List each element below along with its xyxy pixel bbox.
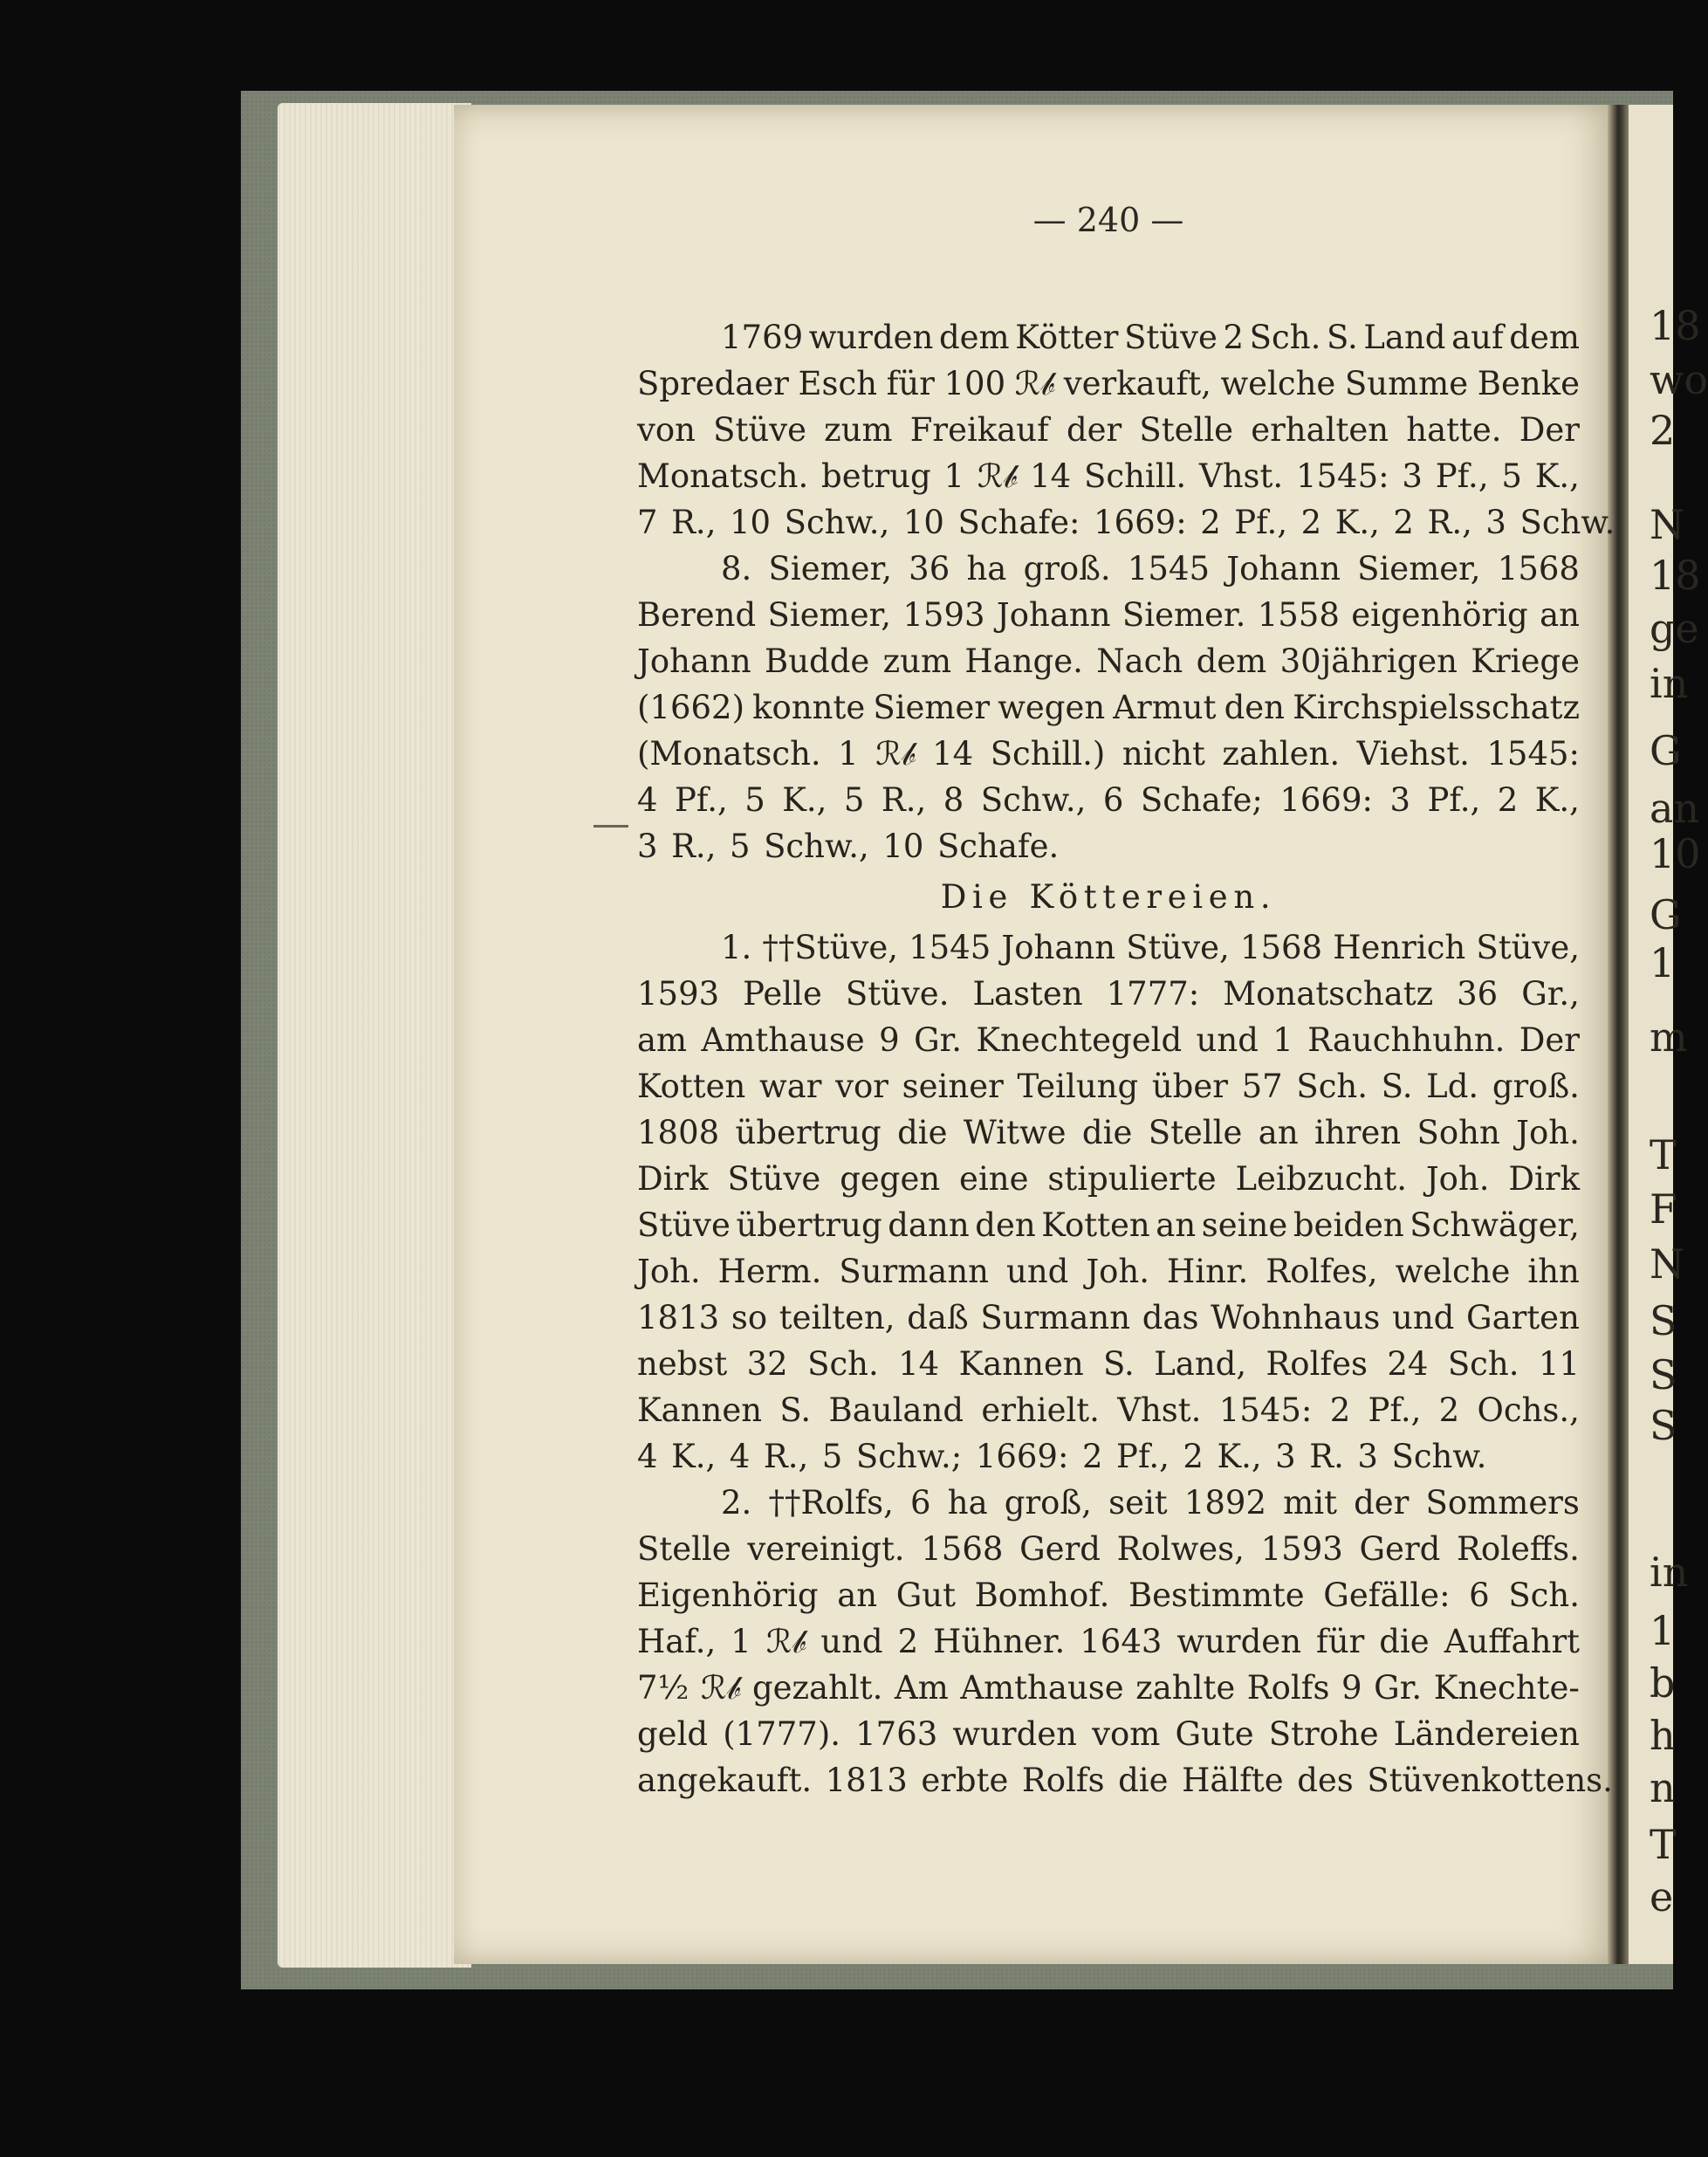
paragraphs-top — [637, 314, 1615, 869]
text-line: Dirk Stüve gegen eine stipulierte Leibzucht. Joh. Dirk — [637, 1160, 1580, 1198]
text-line: Haf., 1 ℛ𝒷 und 2 Hühner. 1643 wurden für die Auffahrt — [637, 1623, 1580, 1660]
page-number: — 240 — — [1032, 201, 1184, 239]
text-line: Berend Siemer, 1593 Johann Siemer. 1558 eigenhörig an — [637, 596, 1580, 634]
text-line: am Amthause 9 Gr. Knechtegeld und 1 Rauchhuhn. Der — [637, 1021, 1580, 1059]
text-line: 1808 übertrug die Witwe die Stelle an ihren Sohn Joh. — [637, 1114, 1580, 1151]
text-line: von Stüve zum Freikauf der Stelle erhalten hatte. Der — [637, 411, 1580, 449]
next-page-fragment: h — [1650, 1712, 1676, 1759]
text-line: 3 R., 5 Schw., 10 Schafe. — [637, 828, 1060, 865]
next-page-fragment: N — [1650, 501, 1685, 548]
text-line: Monatsch. betrug 1 ℛ𝒷 14 Schill. Vhst. 1545: 3 Pf., 5 K., — [637, 457, 1580, 495]
page-edges — [278, 103, 471, 1968]
next-page-fragment: G — [1650, 891, 1682, 938]
next-page-fragment: N — [1650, 1240, 1685, 1288]
book-gutter — [1608, 105, 1630, 1964]
text-line: Spredaer Esch für 100 ℛ𝒷 verkauft, welche Summe Benke — [637, 365, 1580, 402]
text-line: (Monatsch. 1 ℛ𝒷 14 Schill.) nicht zahlen. Viehst. 1545: — [637, 735, 1580, 773]
text-line: 8. Siemer, 36 ha groß. 1545 Johann Siemer, 1568 — [721, 550, 1580, 587]
next-page-fragment: T — [1650, 1821, 1677, 1868]
text-line: Joh. Herm. Surmann und Joh. Hinr. Rolfes, welche ihn — [637, 1253, 1580, 1290]
text-line: angekauft. 1813 erbte Rolfs die Hälfte des Stüvenkottens. — [637, 1762, 1613, 1799]
text-line: Eigenhörig an Gut Bomhof. Bestimmte Gefälle: 6 Sch. — [637, 1577, 1580, 1614]
next-page-fragment: S — [1650, 1351, 1677, 1398]
next-page-fragment: in — [1650, 1549, 1689, 1596]
next-page-fragment: ge — [1650, 605, 1699, 652]
text-line: Johann Budde zum Hange. Nach dem 30jährigen Kriege — [637, 642, 1580, 680]
text-line: geld (1777). 1763 wurden vom Gute Strohe Ländereien — [637, 1715, 1580, 1753]
text-line: Stüve übertrug dann den Kotten an seine beiden Schwäger, — [637, 1206, 1580, 1244]
next-page-fragment: b — [1650, 1659, 1676, 1707]
next-page-fragment: S — [1650, 1402, 1677, 1449]
next-page-fragment: G — [1650, 727, 1682, 774]
text-line: 7 R., 10 Schw., 10 Schafe: 1669: 2 Pf., 2 K., 2 R., 3 Schw. — [637, 504, 1615, 541]
text-line: Kotten war vor seiner Teilung über 57 Sch. S. Ld. groß. — [637, 1068, 1580, 1105]
page-text — [637, 314, 1615, 1803]
next-page-fragment: 2 — [1650, 407, 1676, 454]
next-page-fragment: 10 — [1650, 830, 1701, 877]
margin-mark — [593, 825, 628, 828]
next-page-fragment: wo — [1650, 356, 1708, 403]
text-line: nebst 32 Sch. 14 Kannen S. Land, Rolfes 24 Sch. 11 — [637, 1345, 1580, 1383]
paragraphs-bottom — [637, 924, 1613, 1803]
text-line: Stelle vereinigt. 1568 Gerd Rolwes, 1593 Gerd Roleffs. — [637, 1530, 1580, 1568]
next-page-fragment: 1 — [1650, 939, 1676, 986]
next-page-fragment: m — [1650, 1013, 1688, 1061]
next-page-fragment: 18 — [1650, 552, 1701, 599]
text-line: 1593 Pelle Stüve. Lasten 1777: Monatschatz 36 Gr., — [637, 975, 1580, 1013]
next-page-fragment: T — [1650, 1131, 1677, 1178]
text-line: 1813 so teilten, daß Surmann das Wohnhaus und Garten — [637, 1299, 1580, 1336]
text-line: 1769 wurden dem Kötter Stüve 2 Sch. S. Land auf dem — [721, 319, 1580, 356]
next-page-fragment: F — [1650, 1185, 1677, 1233]
text-line: Kannen S. Bauland erhielt. Vhst. 1545: 2 Pf., 2 Ochs., — [637, 1391, 1580, 1429]
next-page-fragment: 18 — [1650, 302, 1701, 349]
next-page-fragment: an — [1650, 785, 1700, 832]
text-line: 1. ††Stüve, 1545 Johann Stüve, 1568 Henrich Stüve, — [721, 929, 1580, 966]
text-line: 2. ††Rolfs, 6 ha groß, seit 1892 mit der Sommers — [721, 1484, 1580, 1522]
section-heading: Die Köttereien. — [940, 878, 1277, 916]
text-line: 4 Pf., 5 K., 5 R., 8 Schw., 6 Schafe; 1669: 3 Pf., 2 K., — [637, 781, 1580, 819]
text-line: (1662) konnte Siemer wegen Armut den Kirchspielsschatz — [637, 689, 1580, 726]
next-page-fragment: e — [1650, 1873, 1674, 1920]
next-page-fragment: S — [1650, 1297, 1677, 1344]
next-page-fragment: 1 — [1650, 1607, 1676, 1654]
next-page-fragment: in — [1650, 660, 1689, 707]
text-line: 7½ ℛ𝒷 gezahlt. Am Amthause zahlte Rolfs 9 Gr. Knechte- — [637, 1669, 1580, 1707]
next-page-fragment: n — [1650, 1764, 1676, 1811]
text-line: 4 K., 4 R., 5 Schw.; 1669: 2 Pf., 2 K., 3 R. 3 Schw. — [637, 1438, 1487, 1475]
